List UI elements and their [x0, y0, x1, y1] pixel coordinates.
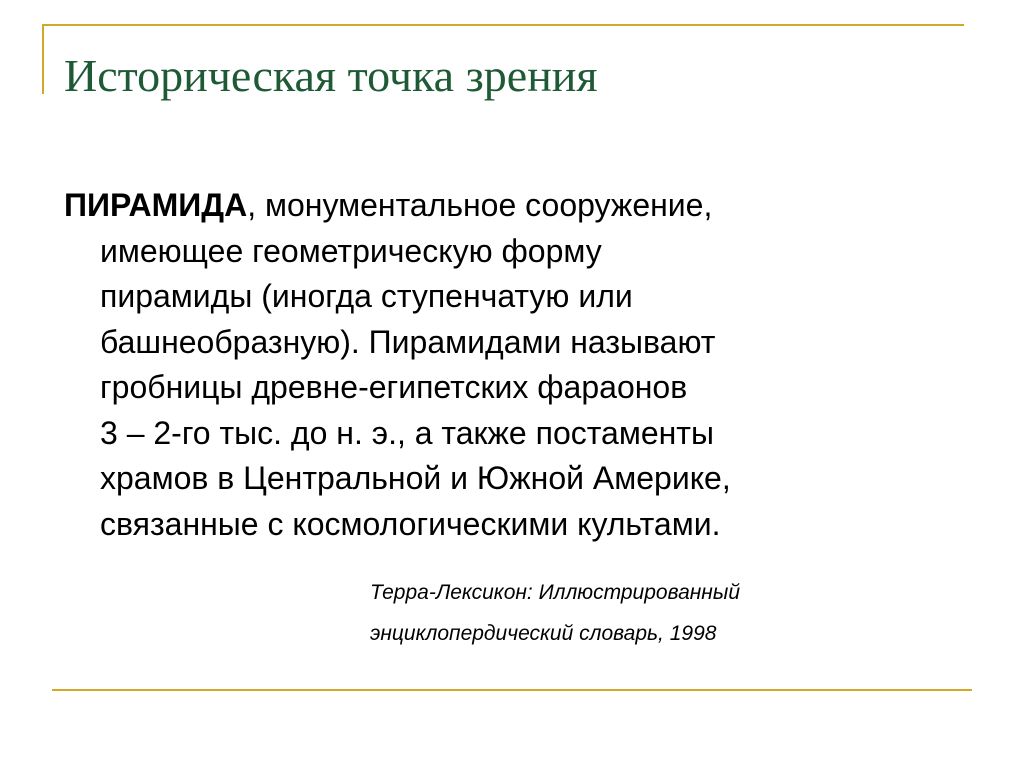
definition-line: имеющее геометрическую форму	[100, 232, 602, 269]
definition-line: пирамиды (иногда ступенчатую или	[100, 278, 633, 314]
definition-line: башнеобразную). Пирамидами называют	[100, 323, 716, 360]
slide-title: Историческая точка зрения	[64, 50, 598, 101]
source-citation	[370, 572, 740, 654]
citation-line: Терра-Лексикон: Иллюстрированный	[370, 581, 740, 604]
left-accent-line	[42, 24, 44, 94]
definition-line: гробницы древне-египетских фараонов	[100, 369, 688, 405]
definition-line: связанные с космологическими культами.	[100, 505, 721, 542]
definition-line	[64, 183, 964, 229]
definition-line: 3 – 2-го тыс. до н. э., а также постаменты	[100, 414, 714, 451]
definition-paragraph	[64, 183, 964, 547]
citation-line: энциклопердический словарь, 1998	[370, 622, 717, 645]
definition-line-text: , монументальное сооружение,	[247, 187, 713, 223]
definition-term: ПИРАМИДА	[64, 187, 248, 223]
top-accent-line	[42, 24, 964, 26]
definition-line: храмов в Центральной и Южной Америке,	[100, 460, 731, 496]
bottom-accent-line	[52, 689, 972, 691]
